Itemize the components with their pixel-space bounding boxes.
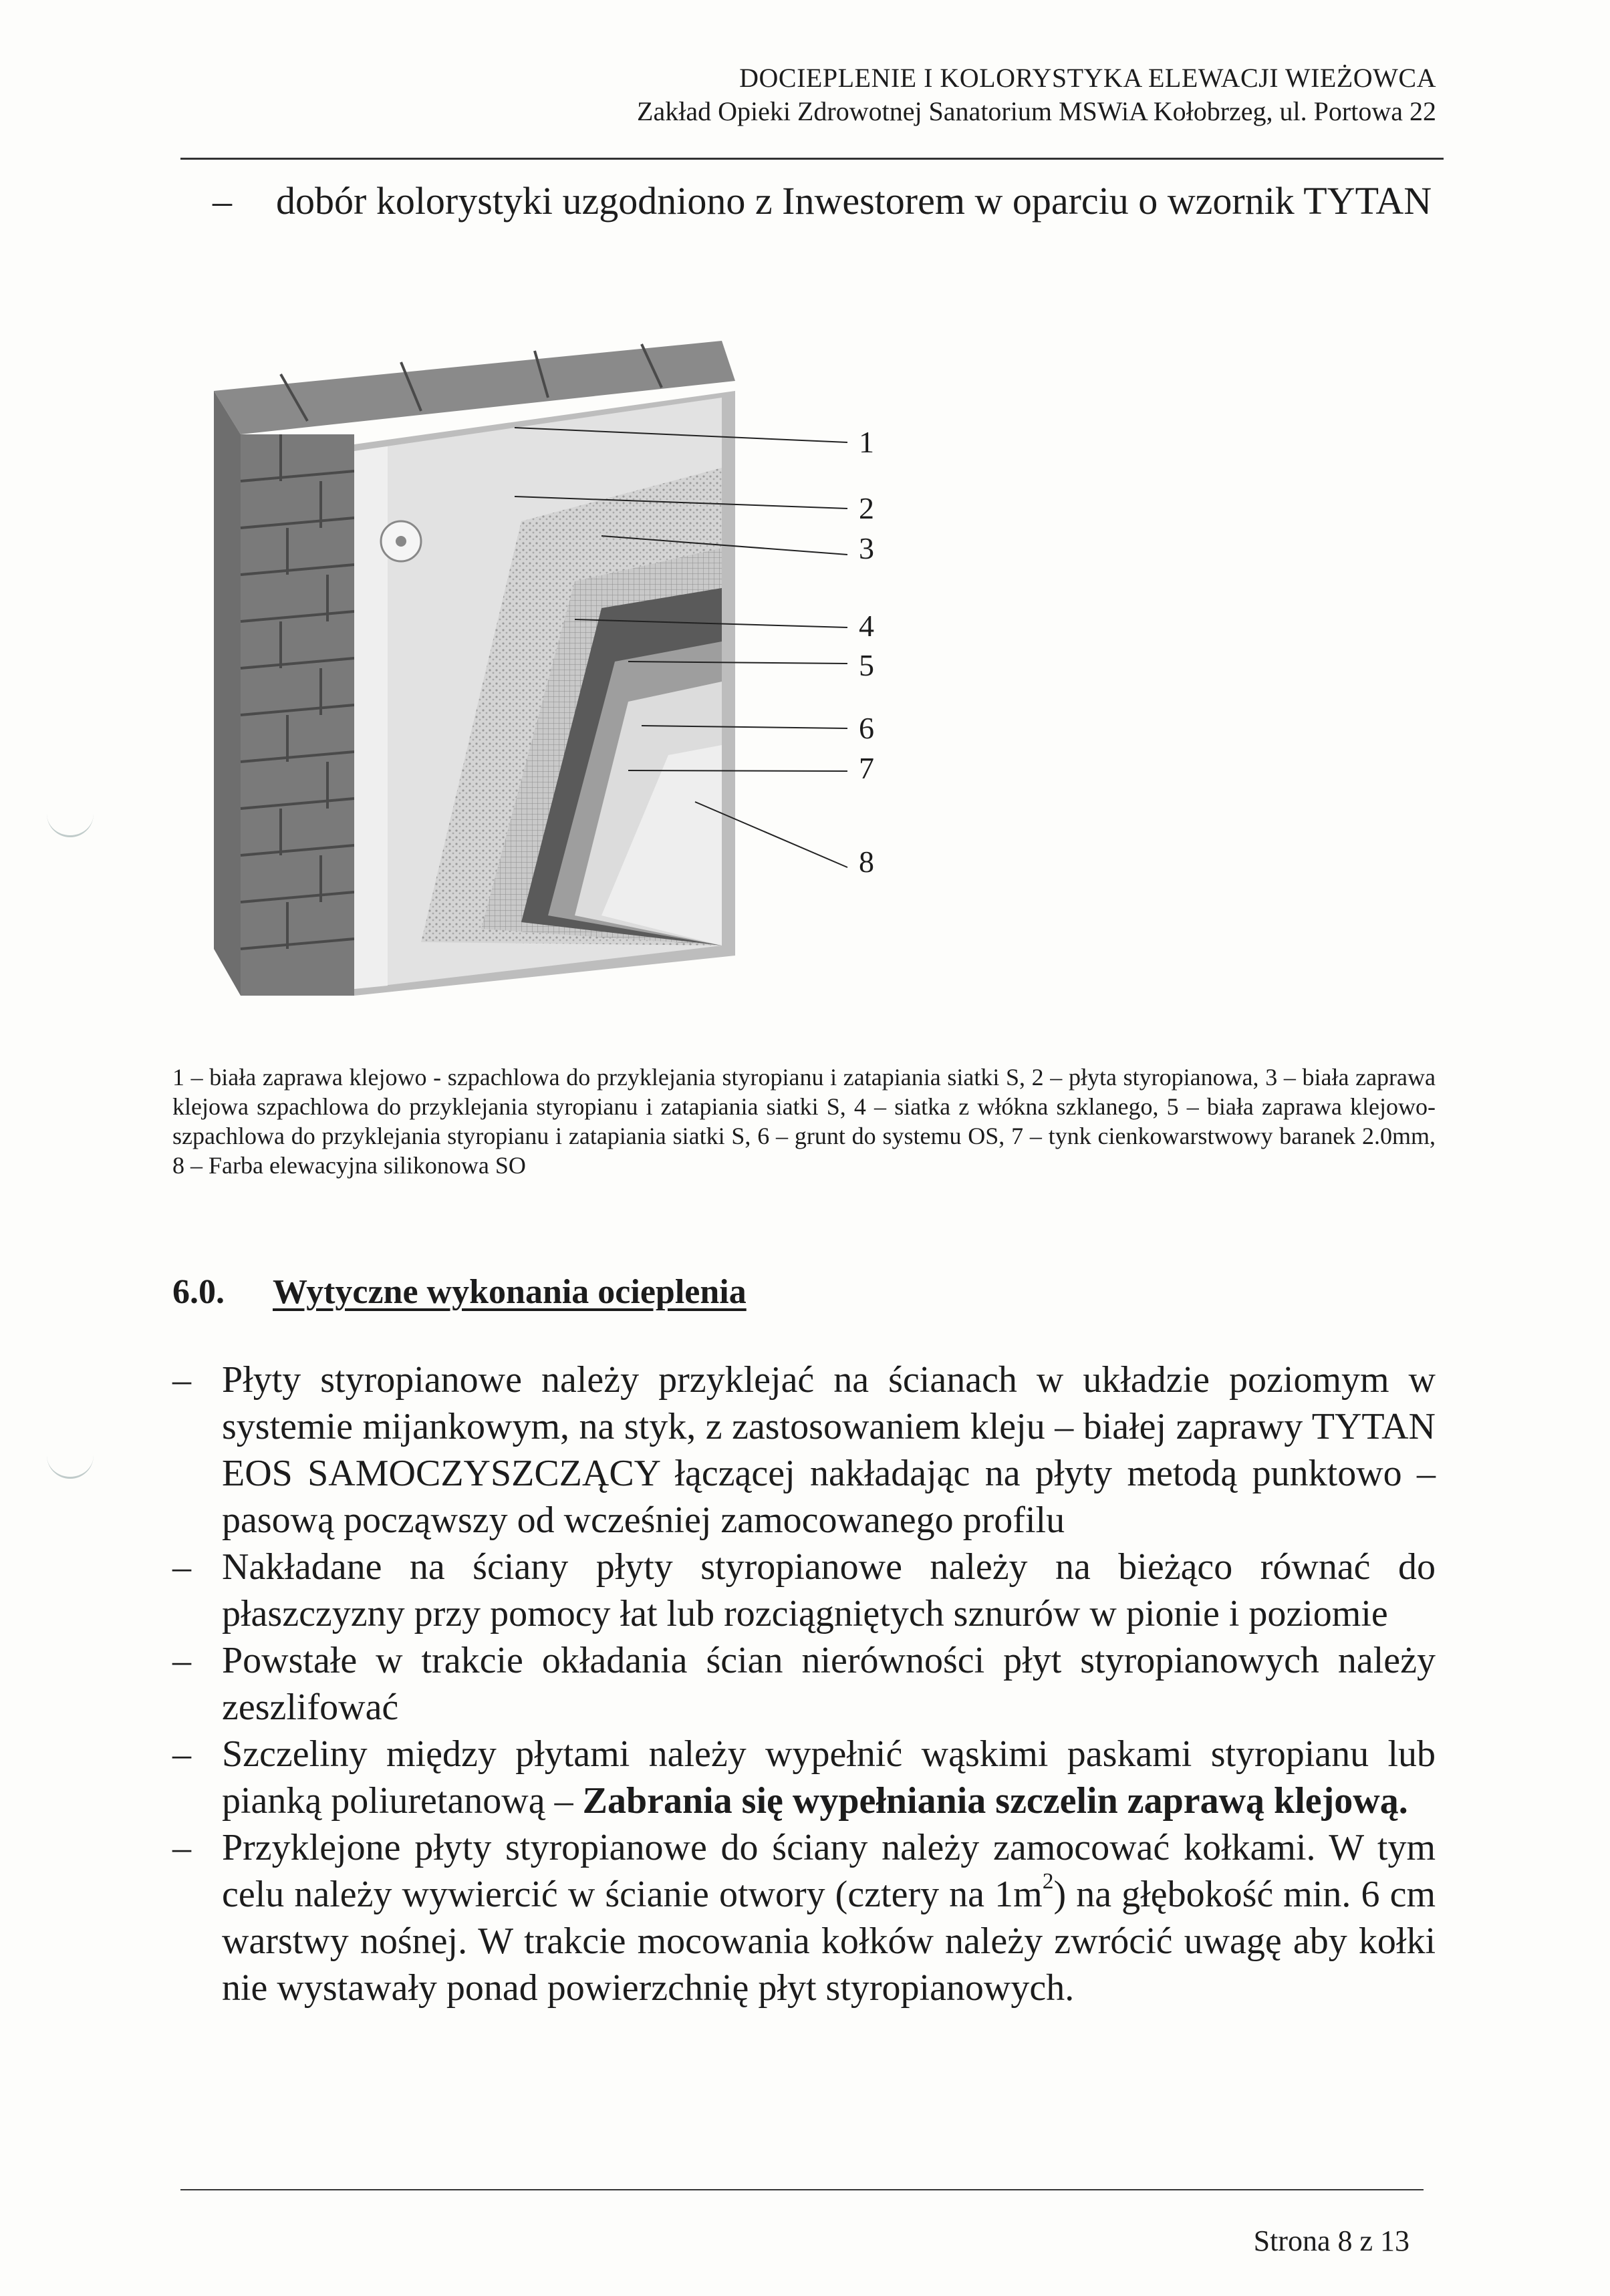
scan-mark [47,802,94,837]
document-title: DOCIEPLENIE I KOLORYSTYKA ELEWACJI WIEŻOWCA [739,63,1436,93]
list-item-text: Szczeliny między płytami należy wypełnić wąskimi paskami styropianu lub pianką poliuretanową – [222,1733,1436,1822]
header-divider [180,158,1444,160]
callout-4: 4 [859,609,874,643]
guidelines-list [172,1356,1436,2011]
insulation-diagram [200,327,936,1022]
list-item [172,1544,1436,1637]
callout-1: 1 [859,425,874,459]
section-title: Wytyczne wykonania ocieplenia [273,1273,747,1311]
insulation-layers-figure [200,327,936,1022]
callout-7: 7 [859,751,874,785]
document-subtitle: Zakład Opieki Zdrowotnej Sanatorium MSWiA Kołobrzeg, ul. Portowa 22 [637,96,1436,126]
callout-6: 6 [859,711,874,745]
callout-2: 2 [859,491,874,525]
list-item-warning: Zabrania się wypełniania szczelin zaprawą klejową. [582,1780,1408,1822]
figure-caption: 1 – biała zaprawa klejowo - szpachlowa do przyklejania styropianu i zatapiania siatki S, 2 – płyta styropianowa, 3 – biała zaprawa klejowa szpachlowa do przyklejania styropianu i zatapiania siatki S, 4 – siatka z włókna szklanego, 5 – biała zaprawa klejowo-szpachlowa do przyklejania styropianu i zatapiania siatki S, 6 – grunt do systemu OS, 7 – tynk cienkowarstwowy baranek 2.0mm, 8 – Farba elewacyjna silikonowa SO [172,1064,1436,1179]
page-header [134,61,1436,128]
list-dash: – [172,1733,191,1775]
list-item-text: Nakładane na ściany płyty styropianowe należy na bieżąco równać do płaszczyzny przy pomocy łat lub rozciągniętych sznurów w pionie i poziomie [222,1546,1436,1634]
callout-3: 3 [859,531,874,565]
list-item-text-continued: ) na głębokość min. 6 cm warstwy nośnej. W trakcie mocowania kołków należy zwrócić uwagę aby kołki nie wystawały ponad powierzchnię płyt styropianowych. [222,1874,1436,2009]
list-item [172,1731,1436,1824]
list-item-text: Powstałe w trakcie okładania ścian nierówności płyt styropianowych należy zeszlifować [222,1640,1436,1728]
list-dash: – [172,1546,191,1588]
section-number: 6.0. [172,1273,225,1311]
list-item [172,1637,1436,1731]
list-dash: – [172,1827,191,1868]
callout-5: 5 [859,648,874,682]
superscript: 2 [1042,1869,1054,1894]
footer-divider [180,2189,1424,2190]
list-item [172,1356,1436,1544]
page-number: Strona 8 z 13 [1253,2225,1410,2257]
list-dash: – [172,1359,191,1401]
intro-item [213,175,1456,227]
scan-mark [47,1443,94,1479]
list-item-text: Płyty styropianowe należy przyklejać na ścianach w układzie poziomym w systemie mijankowym, na styk, z zastosowaniem kleju – białej zaprawy TYTAN EOS SAMOCZYSZCZĄCY łączącej nakładając na płyty metodą punktowo – pasową począwszy od wcześniej zamocowanego profilu [222,1359,1436,1541]
list-item [172,1824,1436,2011]
intro-text: dobór kolorystyki uzgodniono z Inwestorem w oparciu o wzornik TYTAN [276,179,1432,223]
list-dash: – [213,179,232,223]
section-heading [172,1272,747,1312]
callout-numbers [859,425,874,879]
list-item-text: Przyklejone płyty styropianowe do ściany należy zamocować kołkami. W tym celu należy wywiercić w ścianie otwory (cztery na 1m [222,1827,1436,1915]
callout-8: 8 [859,845,874,879]
list-dash: – [172,1640,191,1681]
